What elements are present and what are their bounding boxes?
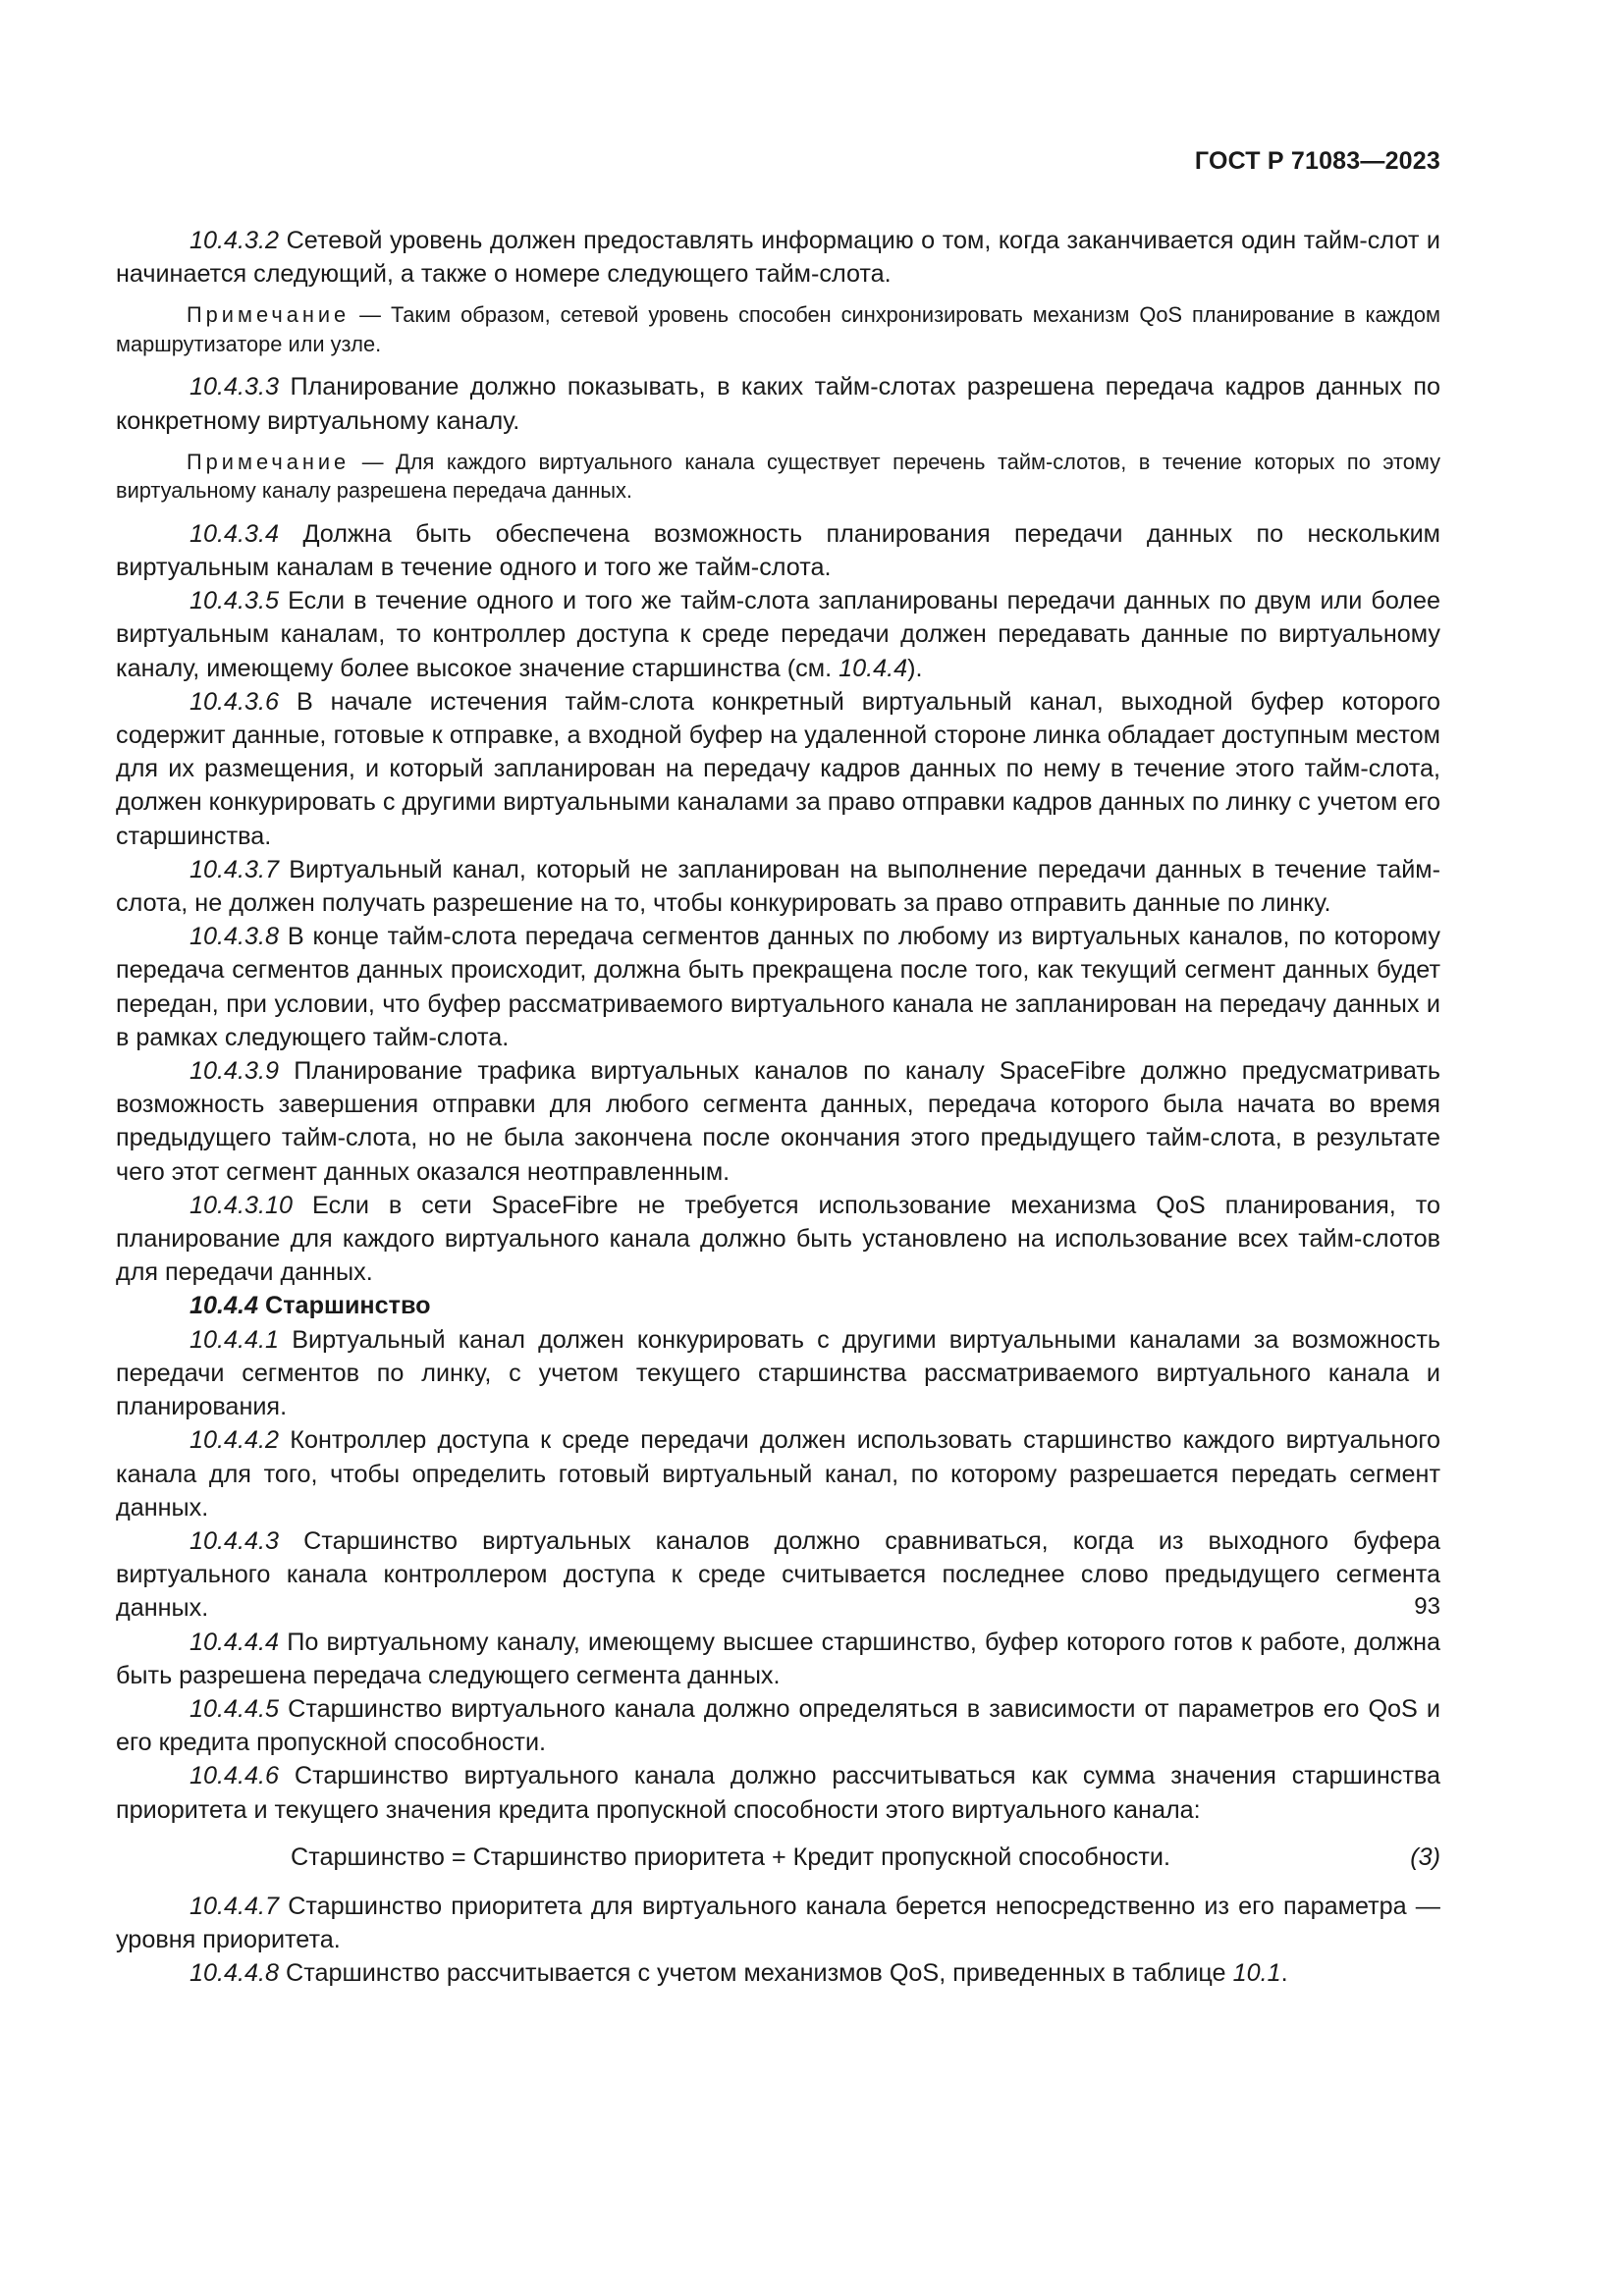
formula-number: (3) [1410,1842,1440,1871]
clause-10-4-4-1 [116,1323,1440,1424]
clause-text: Планирование трафика виртуальных каналов по каналу SpaceFibre должно предусматривать возможность завершения отправки для любого сегмента данных, передача которого была начата во время предыдущего тайм-слота, но не была закончена после окончания этого предыдущего тайм-слота, в результате чего этот сегмент данных оказался неотправленным. [116,1057,1441,1186]
clause-10-4-3-6 [116,685,1440,853]
clause-number: 10.4.4.3 [189,1526,280,1555]
clause-tail: . [1280,1959,1288,1988]
clause-text: Контроллер доступа к среде передачи должен использовать старшинство каждого виртуального канала для того, чтобы определить готовый виртуальный канал, по которому разрешается передать сегмент данных. [116,1426,1441,1522]
note-text: — Таким образом, сетевой уровень способен синхронизировать механизм QoS планирование в каждом маршрутизаторе или узле. [116,302,1440,356]
note-label: Примечание [187,302,351,328]
clause-10-4-3-8 [116,920,1440,1054]
clause-number: 10.4.3.2 [189,227,280,254]
clause-text: Виртуальный канал, который не запланирован на выполнение передачи данных в течение тайм-слота, не должен получать разрешение на то, чтобы конкурировать за право отправить данные по линку. [116,855,1440,918]
clause-number: 10.4.4.8 [189,1959,280,1988]
note-1 [116,300,1440,358]
document-header: ГОСТ Р 71083—2023 [1194,147,1440,175]
clause-number: 10.4.4.6 [189,1762,280,1790]
clause-10-4-4-4 [116,1626,1440,1692]
clause-10-4-4-8 [116,1956,1440,1990]
clause-tail: ). [907,654,923,682]
note-text: — Для каждого виртуального канала существует перечень тайм-слотов, в течение которых по этому виртуальному каналу разрешена передача данных. [116,449,1441,504]
clause-text: Старшинство приоритета для виртуального канала берется непосредственно из его параметра — уровня приоритета. [116,1892,1440,1953]
clause-text: Сетевой уровень должен предоставлять информацию о том, когда заканчивается один тайм-слот и начинается следующий, а также о номере следующего тайм-слота. [116,227,1440,289]
clause-text: Виртуальный канал должен конкурировать с другими виртуальными каналами за возможность передачи сегментов по линку, с учетом текущего старшинства рассматриваемого виртуального канала и планирования. [116,1325,1440,1421]
clause-text: В конце тайм-слота передача сегментов данных по любому из виртуальных каналов, по которому передача сегментов данных происходит, должна быть прекращена после того, как текущий сегмент данных будет передан, при условии, что буфер рассматриваемого виртуального канала не запланирован на передачу данных и в рамках следующего тайм-слота. [116,923,1440,1051]
clause-10-4-3-3 [116,370,1440,437]
clause-number: 10.4.3.4 [189,519,280,548]
note-2 [116,448,1440,506]
clause-number: 10.4.3.7 [189,855,280,883]
clause-10-4-3-5 [116,584,1440,685]
clause-text: Если в сети SpaceFibre не требуется использование механизма QoS планирования, то планирование для каждого виртуального канала должно быть установлено на использование всех тайм-слотов для передачи данных. [116,1191,1441,1287]
clause-10-4-4-2 [116,1423,1440,1524]
clause-number: 10.4.3.8 [189,923,280,951]
section-title: Старшинство [265,1292,431,1320]
clause-number: 10.4.4.2 [189,1426,280,1455]
clause-text: Должна быть обеспечена возможность планирования передачи данных по нескольким виртуальным каналам в течение одного и того же тайм-слота. [116,519,1441,582]
clause-10-4-4-7 [116,1890,1440,1956]
clause-10-4-3-10 [116,1189,1440,1290]
clause-10-4-3-7 [116,853,1440,920]
clause-number: 10.4.4.4 [189,1628,280,1656]
clause-text: Старшинство виртуальных каналов должно сравниваться, когда из выходного буфера виртуального канала контроллером доступа к среде считывается последнее слово предыдущего сегмента данных. [116,1526,1441,1623]
clause-number: 10.4.4.5 [189,1694,280,1723]
clause-text: По виртуальному каналу, имеющему высшее старшинство, буфер которого готов к работе, должна быть разрешена передача следующего сегмента данных. [116,1628,1440,1689]
clause-number: 10.4.4.1 [189,1325,280,1354]
clause-number: 10.4.3.10 [189,1191,294,1219]
note-label: Примечание [187,449,351,474]
clause-text: Если в течение одного и того же тайм-слота запланированы передачи данных по двум или более виртуальным каналам, то контроллер доступа к среде передачи должен передавать данные по виртуальному каналу, имеющему более высокое значение старшинства (см. [116,587,1440,682]
clause-number: 10.4.3.3 [189,373,280,401]
clause-10-4-3-4 [116,517,1440,584]
cross-reference: 10.4.4 [839,654,908,682]
clause-number: 10.4.3.5 [189,587,280,615]
section-heading-10-4-4 [116,1289,1440,1322]
clause-text: Старшинство виртуального канала должно рассчитываться как сумма значения старшинства приоритета и текущего значения кредита пропускной способности этого виртуального канала: [116,1762,1440,1824]
clause-10-4-4-3 [116,1524,1440,1626]
document-body [116,224,1440,1990]
clause-text: Старшинство виртуального канала должно определяться в зависимости от параметров его QoS и его кредита пропускной способности. [116,1694,1440,1757]
clause-10-4-3-2 [116,224,1440,291]
clause-number: 10.4.3.6 [189,687,280,716]
page-number: 93 [1414,1593,1440,1620]
clause-10-4-4-5 [116,1692,1440,1759]
formula-text: Старшинство = Старшинство приоритета + Кредит пропускной способности. [291,1842,1170,1871]
formula-3 [116,1841,1440,1874]
clause-number: 10.4.3.9 [189,1057,280,1086]
clause-text: Старшинство рассчитывается с учетом механизмов QoS, приведенных в таблице [286,1959,1226,1988]
clause-number: 10.4.4.7 [189,1892,280,1920]
clause-text: Планирование должно показывать, в каких тайм-слотах разрешена передача кадров данных по конкретному виртуальному каналу. [116,373,1440,435]
cross-reference: 10.1 [1232,1959,1281,1988]
clause-text: В начале истечения тайм-слота конкретный виртуальный канал, выходной буфер которого содержит данные, готовые к отправке, а входной буфер на удаленной стороне линка обладает доступным местом для их размещения, и который запланирован на передачу кадров данных по нему в течение этого тайм-слота, должен конкурировать с другими виртуальными каналами за право отправки кадров данных по линку с учетом его старшинства. [116,687,1441,850]
clause-10-4-4-6 [116,1759,1440,1826]
clause-10-4-3-9 [116,1054,1440,1189]
section-number: 10.4.4 [189,1292,259,1320]
